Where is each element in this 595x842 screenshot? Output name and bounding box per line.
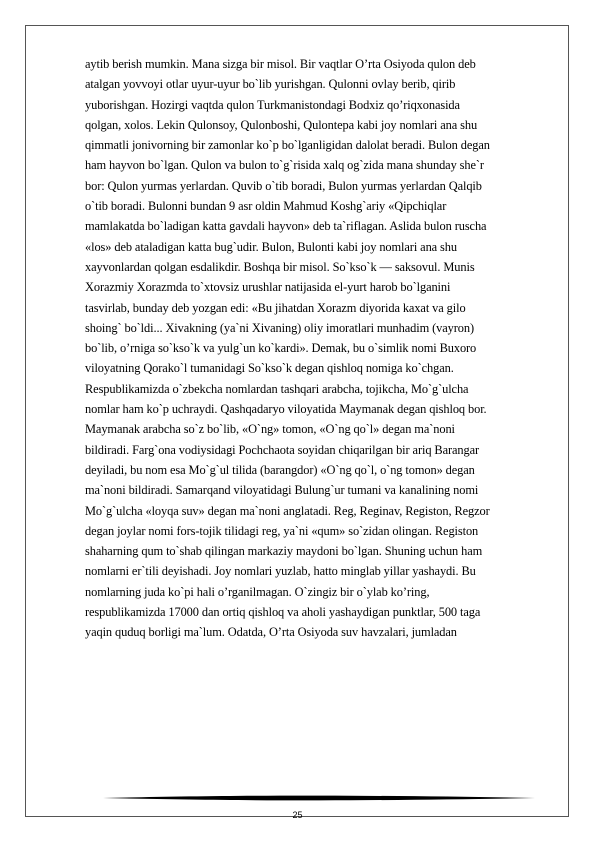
- text-line: atalgan yovvoyi otlar uyur-uyur bo`lib yurishgan. Qulonni ovlay berib, qirib: [85, 77, 456, 92]
- text-line: respublikamizda 17000 dan ortiq qishloq va aholi yashaydigan punktlar, 500 taga: [85, 605, 481, 620]
- text-line: bo`lib, o’rniga so`kso`k va yulg`un ko`kardi». Demak, bu o`simlik nomi Buxoro: [85, 341, 477, 356]
- text-line: deyiladi, bu nom esa Mo`g`ul tilida (barangdor) «O`ng qo`l, o`ng tomon» degan: [85, 462, 475, 477]
- text-line: shaharning qum to`shab qilingan markaziy maydoni bo`lgan. Shuning uchun ham: [85, 544, 483, 559]
- text-line: Mo`g`ulcha «loyqa suv» degan ma`noni anglatadi. Reg, Reginav, Registon, Regzor: [85, 503, 490, 518]
- text-line: o`tib boradi. Bulonni bundan 9 asr oldin Mahmud Koshg`ariy «Qipchiqlar: [85, 199, 447, 214]
- text-line: Maymanak arabcha so`z bo`lib, «O`ng» tomon, «O`ng qo`l» degan ma`noni: [85, 422, 455, 437]
- text-line: tasvirlab, bunday deb yozgan edi: «Bu jihatdan Xorazm diyorida kaxat va gilo: [85, 300, 466, 315]
- text-line: bildiradi. Farg`ona vodiysidagi Pochchaota soyidan chiqarilgan bir ariq Barangar: [85, 442, 480, 457]
- body-text: [85, 54, 557, 643]
- text-line: nomlarning juda ko`pi hali o’rganilmagan. O`zingiz bir o`ylab ko’ring,: [85, 584, 430, 599]
- text-line: bor: Qulon yurmas yerlardan. Quvib o`tib boradi, Bulon yurmas yerlardan Qalqib: [85, 178, 482, 193]
- text-line: nomlar ham ko`p uchraydi. Qashqadaryo viloyatida Maymanak degan qishloq bor.: [85, 402, 487, 417]
- text-line: yaqin quduq borligi ma`lum. Odatda, O’rta Osiyoda suv havzalari, jumladan: [85, 625, 457, 640]
- text-line: shoing` bo`ldi... Xivakning (ya`ni Xivaning) oliy imoratlari munhadim (vayron): [85, 320, 474, 335]
- text-line: nomlarni er`tili deyishadi. Joy nomlari yuzlab, hatto minglab yillar yashaydi. Bu: [85, 564, 476, 579]
- text-line: qimmatli jonivorning bir zamonlar ko`p bo`lganligidan dalolat beradi. Bulon degan: [85, 138, 490, 153]
- text-line: degan joylar nomi fors-tojik tilidagi reg, ya`ni «qum» so`zidan olingan. Registon: [85, 523, 479, 538]
- text-line: aytib berish mumkin. Mana sizga bir misol. Bir vaqtlar O’rta Osiyoda qulon deb: [85, 57, 476, 71]
- text-line: «los» deb ataladigan katta bug`udir. Bulon, Bulonti kabi joy nomlari ana shu: [85, 239, 457, 254]
- page-number: 25: [292, 810, 303, 820]
- text-line: mamlakatda bo`ladigan katta gavdali hayvon» deb ta`riflagan. Aslida bulon ruscha: [85, 219, 487, 234]
- text-line: viloyatning Qorako`l tumanidagi So`kso`k degan qishloq nomiga ko`chgan.: [85, 361, 454, 376]
- text-line: Xorazmiy Xorazmda to`xtovsiz urushlar natijasida el-yurt harob bo`lganini: [85, 280, 451, 295]
- footer-rule-stroke: [103, 796, 535, 801]
- text-line: Respublikamizda o`zbekcha nomlardan tashqari arabcha, tojikcha, Mo`g`ulcha: [85, 381, 469, 396]
- text-line: qolgan, xolos. Lekin Qulonsoy, Qulonboshi, Qulontepa kabi joy nomlari ana shu: [85, 117, 478, 132]
- text-line: ma`noni bildiradi. Samarqand viloyatidagi Bulung`ur tumani va kanalining nomi: [85, 483, 479, 498]
- text-line: yuborishgan. Hozirgi vaqtda qulon Turkmanistondagi Bodxiz qo’riqxonasida: [85, 97, 460, 112]
- footer-rule: [103, 795, 535, 801]
- text-line: xayvonlardan qolgan esdalikdir. Boshqa bir misol. So`kso`k — saksovul. Munis: [85, 259, 475, 274]
- text-line: ham hayvon bo`lgan. Qulon va bulon to`g`risida xalq og`zida mana shunday she`r: [85, 158, 484, 173]
